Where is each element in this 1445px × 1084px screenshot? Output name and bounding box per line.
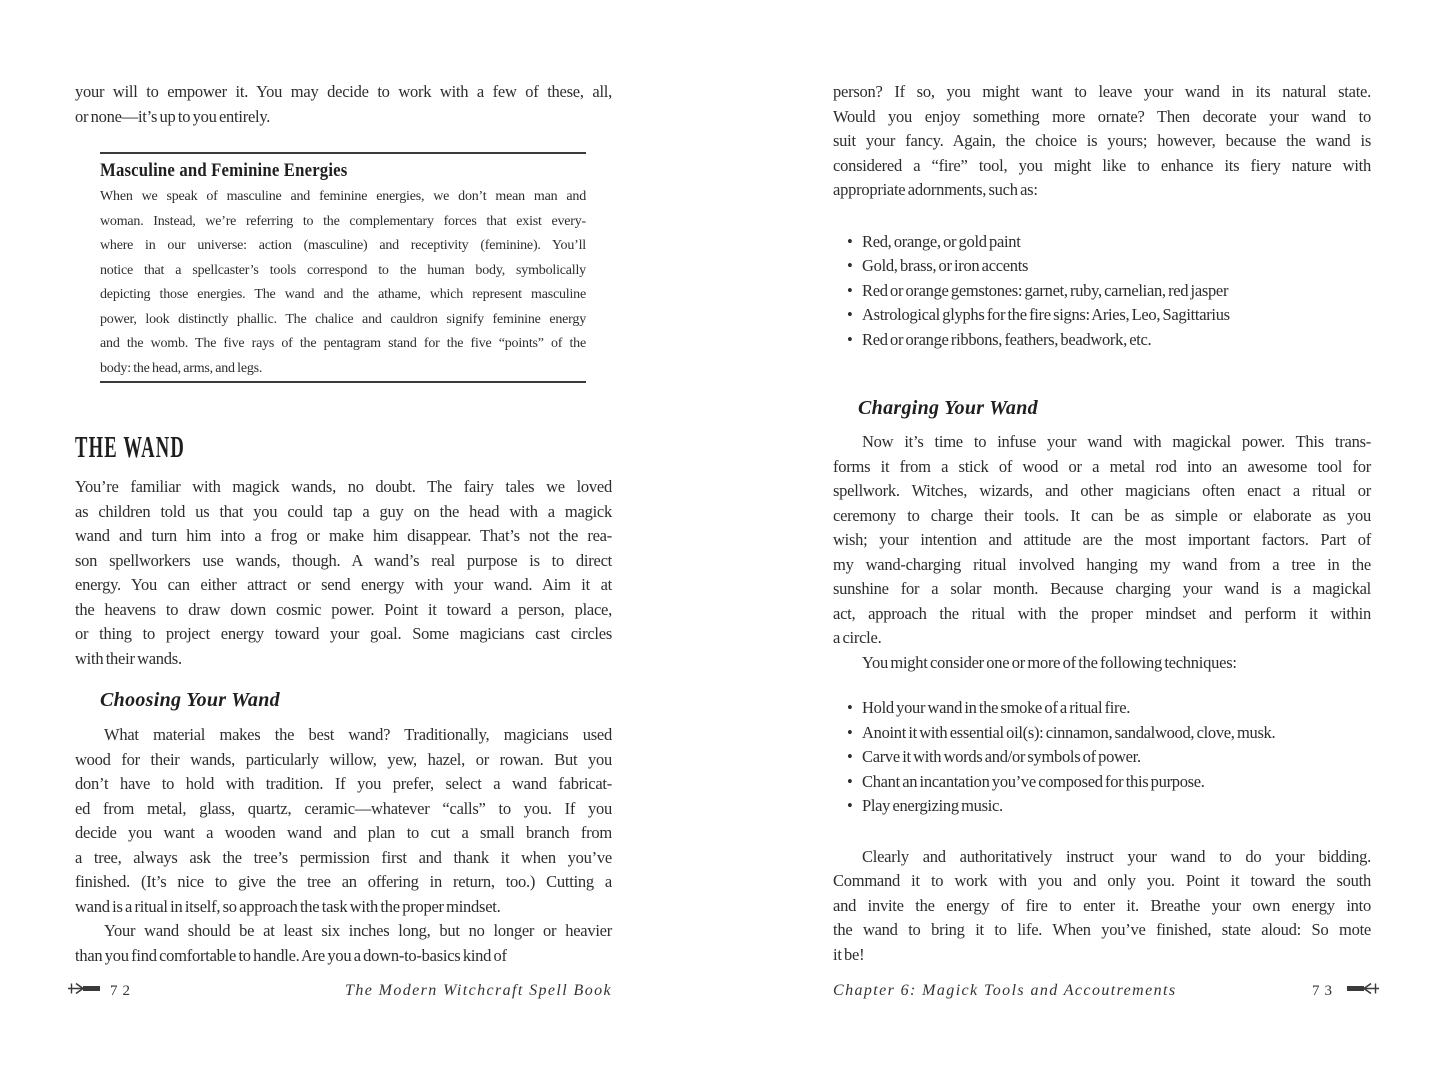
charging-paragraph-2 bbox=[833, 651, 1371, 676]
bullet-item bbox=[833, 303, 1371, 328]
footer-right-group bbox=[1302, 982, 1379, 1000]
text-line: the heavens to draw down cosmic power. Point it toward a person, place, bbox=[75, 599, 612, 619]
text-line: ceremony to charge their tools. It can be as simple or elaborate as you bbox=[833, 505, 1371, 525]
text-line: finished. (It’s nice to give the tree an offering in return, too.) Cutting a bbox=[75, 872, 612, 891]
text-line: spellwork. Witches, wizards, and other magicians often enact a ritual or bbox=[833, 481, 1371, 500]
bullet-icon: • bbox=[847, 231, 853, 251]
bullet-icon: • bbox=[847, 698, 853, 717]
bullet-icon: • bbox=[847, 329, 853, 349]
text-line: What material makes the best wand? Traditionally, magicians used bbox=[104, 725, 612, 744]
bullet-item bbox=[833, 696, 1371, 721]
bullet-icon: • bbox=[847, 771, 853, 791]
techniques-list bbox=[833, 696, 1371, 819]
text-line: with their wands. bbox=[75, 648, 182, 668]
sub-heading-charging: Charging Your Wand bbox=[858, 397, 1038, 419]
text-line: You’re familiar with magick wands, no doubt. The fairy tales we loved bbox=[75, 477, 612, 496]
text-line: Would you enjoy something more ornate? Then decorate your wand to bbox=[833, 106, 1371, 126]
footer-left bbox=[68, 982, 612, 1000]
text-line: or none—it’s up to you entirely. bbox=[75, 106, 271, 126]
text-line: notice that a spellcaster’s tools correspond to the human body, symbolically bbox=[100, 262, 586, 278]
bullet-text: Red, orange, or gold paint bbox=[862, 231, 1021, 251]
text-line: sunshine for a solar month. Because charging your wand is a magickal bbox=[833, 579, 1371, 598]
text-line: where in our universe: action (masculine) and receptivity (feminine). You’ll bbox=[100, 238, 586, 253]
text-line: decide you want a wooden wand and plan to cut a small branch from bbox=[75, 823, 612, 842]
text-line: When we speak of masculine and feminine energies, we don’t mean man and bbox=[100, 189, 586, 204]
page-number-left: 72 bbox=[110, 982, 135, 999]
text-line: person? If so, you might want to leave your wand in its natural state. bbox=[833, 82, 1371, 101]
text-line: and the womb. The five rays of the pentagram stand for the five “points” of the bbox=[100, 336, 586, 351]
text-line: energy. You can either attract or send energy with your wand. Aim it at bbox=[75, 575, 612, 594]
bullet-item bbox=[833, 721, 1371, 746]
text-line: a circle. bbox=[833, 628, 882, 647]
sidebar-box bbox=[100, 152, 586, 383]
text-line: your will to empower it. You may decide to work with a few of these, all, bbox=[75, 82, 612, 101]
closing-paragraph bbox=[833, 845, 1371, 968]
text-line: wand and turn him into a frog or make him disappear. That’s not the rea- bbox=[75, 526, 612, 545]
section-heading bbox=[75, 431, 612, 469]
page-number-right: 73 bbox=[1312, 982, 1337, 999]
text-line: power, look distinctly phallic. The chalice and cauldron signify feminine energy bbox=[100, 311, 586, 327]
bullet-text: Anoint it with essential oil(s): cinnamon, sandalwood, clove, musk. bbox=[862, 722, 1276, 742]
sidebar-title-text: Masculine and Feminine Energies bbox=[100, 160, 348, 181]
footer-right bbox=[833, 982, 1379, 1000]
sub-heading-choosing: Choosing Your Wand bbox=[100, 689, 280, 711]
text-line: the wand to bring it to life. When you’ve finished, state aloud: So mote bbox=[833, 920, 1371, 939]
text-line: suit your fancy. Again, the choice is yours; however, because the wand is bbox=[833, 131, 1371, 150]
bullet-text: Red or orange gemstones: garnet, ruby, carnelian, red jasper bbox=[862, 280, 1229, 300]
wand-paragraph bbox=[75, 475, 612, 671]
arrow-ornament-icon bbox=[68, 982, 100, 1000]
text-line: body: the head, arms, and legs. bbox=[100, 360, 263, 376]
decorating-paragraph bbox=[833, 80, 1371, 203]
book-title: The Modern Witchcraft Spell Book bbox=[345, 982, 612, 999]
bullet-item bbox=[833, 745, 1371, 770]
charging-paragraph-1 bbox=[833, 430, 1371, 651]
text-line: act, approach the ritual with the proper mindset and perform it within bbox=[833, 603, 1371, 623]
chapter-title: Chapter 6: Magick Tools and Accoutrements bbox=[833, 982, 1177, 999]
text-line: Your wand should be at least six inches long, but no longer or heavier bbox=[104, 921, 612, 940]
text-line: depicting those energies. The wand and the athame, which represent masculine bbox=[100, 287, 586, 302]
text-line: or thing to project energy toward your goal. Some magicians cast circles bbox=[75, 624, 612, 643]
arrow-ornament-icon bbox=[1347, 982, 1379, 1000]
sidebar-title bbox=[100, 160, 586, 183]
text-line: appropriate adornments, such as: bbox=[833, 180, 1038, 199]
bullet-item bbox=[833, 230, 1371, 255]
bullet-text: Gold, brass, or iron accents bbox=[862, 256, 1029, 275]
choosing-paragraph-2 bbox=[75, 919, 612, 968]
text-line: a tree, always ask the tree’s permission first and thank it when you’ve bbox=[75, 847, 612, 867]
bullet-icon: • bbox=[847, 747, 853, 766]
text-line: forms it from a stick of wood or a metal rod into an awesome tool for bbox=[833, 456, 1371, 476]
bullet-icon: • bbox=[847, 796, 853, 815]
bullet-item bbox=[833, 279, 1371, 304]
bullet-text: Chant an incantation you’ve composed for this purpose. bbox=[862, 771, 1205, 791]
text-line: Now it’s time to infuse your wand with magickal power. This trans- bbox=[862, 432, 1371, 451]
text-line: wand is a ritual in itself, so approach the task with the proper mindset. bbox=[75, 896, 501, 916]
text-line: wish; your intention and attitude are the most important factors. Part of bbox=[833, 530, 1371, 549]
bullet-icon: • bbox=[847, 256, 853, 275]
text-line: than you find comfortable to handle. Are you a down-to-basics kind of bbox=[75, 945, 507, 965]
page-right bbox=[833, 80, 1371, 967]
adornments-list bbox=[833, 230, 1371, 353]
page-left bbox=[75, 80, 612, 968]
text-line: woman. Instead, we’re referring to the complementary forces that exist every- bbox=[100, 213, 586, 229]
text-line: don’t have to hold with tradition. If you prefer, select a wand fabricat- bbox=[75, 774, 612, 793]
text-line: son spellworkers use wands, though. A wand’s real purpose is to direct bbox=[75, 550, 612, 570]
bullet-text: Play energizing music. bbox=[862, 796, 1003, 815]
intro-paragraph bbox=[75, 80, 612, 129]
bullet-text: Red or orange ribbons, feathers, beadwork, etc. bbox=[862, 329, 1152, 349]
text-line: my wand-charging ritual involved hanging my wand from a tree in the bbox=[833, 554, 1371, 574]
section-heading-text: THE WAND bbox=[75, 429, 186, 464]
bullet-text: Hold your wand in the smoke of a ritual fire. bbox=[862, 698, 1131, 717]
text-line: ed from metal, glass, quartz, ceramic—whatever “calls” to you. If you bbox=[75, 798, 612, 818]
text-line: Clearly and authoritatively instruct your wand to do your bidding. bbox=[862, 846, 1371, 866]
bullet-icon: • bbox=[847, 722, 853, 742]
sidebar-paragraph bbox=[100, 185, 586, 381]
bullet-text: Carve it with words and/or symbols of power. bbox=[862, 747, 1141, 766]
bullet-item bbox=[833, 328, 1371, 353]
text-line: wood for their wands, particularly willow, yew, hazel, or rowan. But you bbox=[75, 749, 612, 769]
bullet-text: Astrological glyphs for the fire signs: Aries, Leo, Sagittarius bbox=[862, 305, 1230, 324]
text-line: it be! bbox=[833, 944, 865, 964]
bullet-icon: • bbox=[847, 280, 853, 300]
text-line: as children told us that you could tap a guy on the head with a magick bbox=[75, 501, 612, 521]
bullet-item bbox=[833, 794, 1371, 819]
text-line: You might consider one or more of the following techniques: bbox=[862, 652, 1237, 672]
text-line: Command it to work with you and only you. Point it toward the south bbox=[833, 871, 1371, 890]
bullet-item bbox=[833, 770, 1371, 795]
bullet-item bbox=[833, 254, 1371, 279]
choosing-paragraph-1 bbox=[75, 723, 612, 919]
text-line: considered a “fire” tool, you might like to enhance its fiery nature with bbox=[833, 155, 1371, 175]
text-line: and invite the energy of fire to enter it. Breathe your own energy into bbox=[833, 895, 1371, 915]
bullet-icon: • bbox=[847, 305, 853, 324]
